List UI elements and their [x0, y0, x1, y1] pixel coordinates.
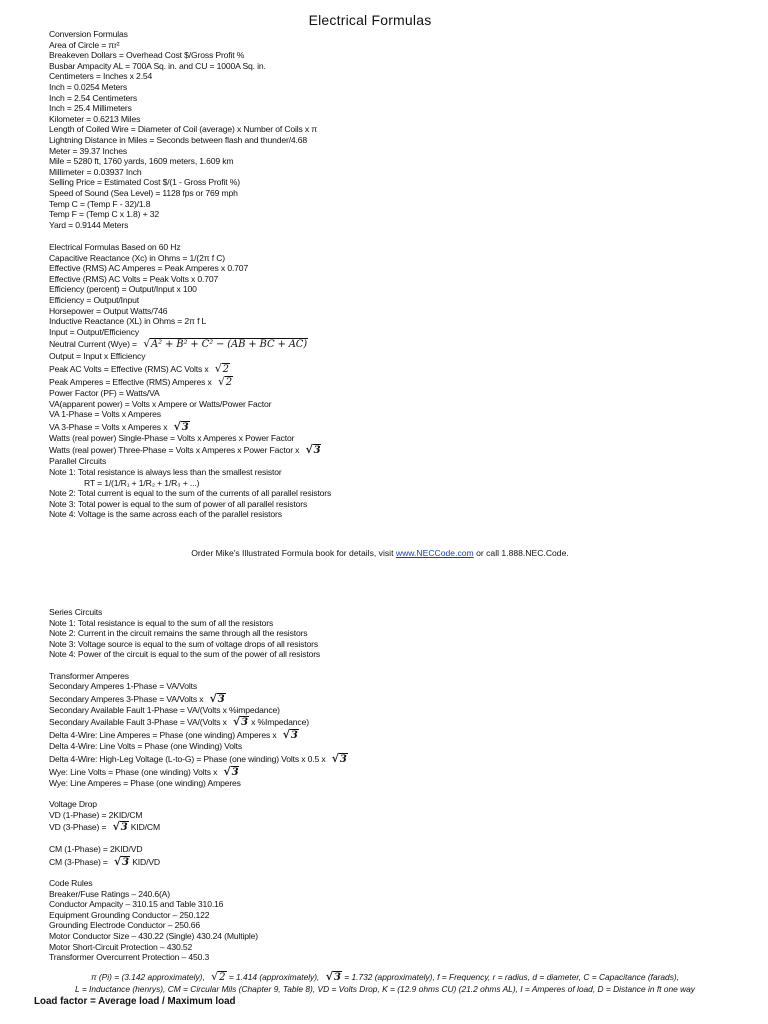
spacer	[49, 789, 348, 800]
radical-icon: √	[214, 361, 222, 375]
formula-line: Breakeven Dollars = Overhead Cost $/Gross Profit %	[49, 50, 245, 61]
cm-3phase-formula	[49, 855, 348, 868]
square-root-expression	[211, 970, 226, 983]
formula-line: Lightning Distance in Miles = Seconds between flash and thunder/4.68	[49, 134, 308, 145]
square-root-expression	[143, 337, 308, 352]
radical-icon: √	[217, 374, 225, 388]
page-title: Electrical Formulas	[308, 12, 432, 28]
radicand: A² + B² + C² − (AB + BC + AC)	[151, 339, 308, 351]
formula-line: Temp C = (Temp F - 32)/1.8	[49, 198, 151, 209]
formula-label: Delta 4-Wire: Line Amperes = Phase (one winding) Amperes x	[49, 730, 277, 741]
formula-line: VA(apparent power) = Volts x Ampere or Watts/Power Factor	[49, 398, 272, 409]
formula-label: Wye: Line Volts = Phase (one winding) Volts x	[49, 766, 218, 777]
formula-line: Temp F = (Temp C x 1.8) + 32	[49, 209, 159, 220]
formula-line: Millimeter = 0.03937 Inch	[49, 166, 142, 177]
radicand: 3	[290, 730, 298, 742]
square-root-expression	[326, 970, 342, 983]
note-line: Note 4: Power of the circuit is equal to the sum of the power of all resistors	[49, 649, 321, 660]
radical-icon: √	[223, 764, 231, 778]
formula-line: Power Factor (PF) = Watts/VA	[49, 387, 160, 398]
square-root-expression	[224, 765, 240, 779]
formula-label: Neutral Current (Wye) =	[49, 339, 137, 350]
note-line: Note 4: Voltage is the same across each of the parallel resistors	[49, 509, 282, 520]
formula-line: Delta 4-Wire: Line Volts = Phase (one Winding) Volts	[49, 741, 243, 752]
conversion-formulas-section	[49, 29, 317, 230]
radicand: 3	[333, 972, 341, 983]
radicand: 2	[225, 376, 233, 388]
section-heading: Electrical Formulas Based on 60 Hz	[49, 242, 181, 252]
radicand: 3	[231, 766, 239, 778]
formula-line: Effective (RMS) AC Amperes = Peak Amperes x 0.707	[49, 263, 249, 274]
formula-line: Speed of Sound (Sea Level) = 1128 fps or 769 mph	[49, 187, 238, 198]
formula-line: Inductive Reactance (XL) in Ohms = 2π f L	[49, 316, 207, 327]
radicand: 3	[120, 822, 128, 834]
code-rule-line: Conductor Ampacity – 310.15 and Table 310.16	[49, 899, 224, 910]
formula-line: Input = Output/Efficiency	[49, 326, 139, 337]
formula-label: x %Impedance)	[251, 717, 309, 728]
spacer	[49, 833, 348, 844]
code-rule-line: Motor Short-Circuit Protection – 430.52	[49, 941, 193, 952]
formula-label: Secondary Amperes 3-Phase = VA/Volts x	[49, 693, 204, 704]
formula-line: Output = Input x Efficiency	[49, 351, 146, 362]
radical-icon: √	[209, 691, 217, 705]
formula-line: Selling Price = Estimated Cost $/(1 - Gross Profit %)	[49, 177, 240, 188]
code-rule-line: Grounding Electrode Conductor – 250.66	[49, 920, 201, 931]
radicand: 3	[122, 856, 129, 868]
radical-icon: √	[331, 751, 339, 765]
fault-3phase-formula	[49, 715, 348, 728]
radical-icon: √	[173, 419, 181, 433]
footnote-text: π (Pi) = (3.142 approximately),	[90, 972, 205, 982]
order-text: Order Mike's Illustrated Formula book for details, visit	[191, 548, 396, 558]
spacer	[49, 868, 348, 879]
formula-label: VD (3-Phase) =	[49, 822, 107, 833]
formula-line: Mile = 5280 ft, 1760 yards, 1609 meters, 1.609 km	[49, 156, 234, 167]
code-rule-line: Breaker/Fuse Ratings – 240.6(A)	[49, 888, 170, 899]
formula-line: Inch = 2.54 Centimeters	[49, 92, 138, 103]
formula-line: Area of Circle = πr²	[49, 39, 120, 50]
formula-line: Secondary Amperes 1-Phase = VA/Volts	[49, 681, 198, 692]
va3-formula	[49, 420, 331, 433]
radicand: 3	[339, 753, 347, 765]
square-root-expression	[283, 728, 299, 742]
formula-line: Centimeters = Inches x 2.54	[49, 71, 153, 82]
order-book-line	[0, 548, 760, 558]
formula-line: Inch = 25.4 Millimeters	[49, 103, 132, 114]
formula-line: Efficiency (percent) = Output/Input x 100	[49, 284, 197, 295]
watts3-formula	[49, 443, 331, 456]
peak-volts-formula	[49, 362, 331, 375]
formula-line: Secondary Available Fault 1-Phase = VA/(Volts x %impedance)	[49, 704, 280, 715]
note-line: Note 1: Total resistance is always less than the smallest resistor	[49, 466, 282, 477]
peak-amps-formula	[49, 375, 331, 388]
formula-line: Inch = 0.0254 Meters	[49, 81, 127, 92]
square-root-expression	[233, 715, 249, 729]
radical-icon: √	[143, 337, 151, 351]
radicand: 2	[219, 972, 226, 983]
section-heading: Voltage Drop	[49, 799, 97, 810]
radicand: 3	[181, 421, 189, 433]
square-root-expression	[174, 420, 190, 434]
delta-line-amps-formula	[49, 728, 348, 741]
note-line: Note 2: Total current is equal to the sum of the currents of all parallel resistors	[49, 488, 332, 499]
formula-line: Meter = 39.37 Inches	[49, 145, 127, 156]
formula-line: Kilometer = 0.6213 Miles	[49, 113, 141, 124]
radical-icon: √	[233, 715, 241, 729]
formula-line: Efficiency = Output/Input	[49, 294, 139, 305]
footnote-text: = 1.414 (approximately),	[228, 972, 320, 982]
radicand: 3	[217, 693, 225, 705]
formula-label: Delta 4-Wire: High-Leg Voltage (L-to-G) = Phase (one winding) Volts x 0.5 x	[49, 753, 326, 764]
spacer	[49, 660, 348, 671]
formula-label: Secondary Available Fault 3-Phase = VA/(Volts x	[49, 717, 227, 728]
formula-label: Peak Amperes = Effective (RMS) Amperes x	[49, 376, 212, 387]
footnote-text: = 1.732 (approximately), f = Frequency, r = radius, d = diameter, C = Capacitance (farads),	[344, 972, 680, 982]
formula-label: KID/VD	[132, 856, 160, 867]
formula-line: VD (1-Phase) = 2KID/CM	[49, 809, 143, 820]
radicand: 2	[222, 363, 229, 375]
note-line: Note 1: Total resistance is equal to the sum of all the resistors	[49, 617, 274, 628]
formula-line: Effective (RMS) AC Volts = Peak Volts x 0.707	[49, 273, 219, 284]
formula-line: VA 1-Phase = Volts x Amperes	[49, 409, 161, 420]
code-rule-line: Transformer Overcurrent Protection – 450.3	[49, 952, 210, 963]
formula-line: Capacitive Reactance (Xc) in Ohms = 1/(2π f C)	[49, 252, 225, 263]
formula-label: CM (3-Phase) =	[49, 856, 108, 867]
formula-line: Length of Coiled Wire = Diameter of Coil (average) x Number of Coils x π	[49, 124, 318, 135]
square-root-expression	[218, 375, 233, 389]
formula-line: Busbar Ampacity AL = 700A Sq. in. and CU = 1000A Sq. in.	[49, 60, 266, 71]
formula-label: Watts (real power) Three-Phase = Volts x Amperes x Power Factor x	[49, 445, 300, 456]
radical-icon: √	[305, 443, 313, 457]
radical-icon: √	[282, 728, 290, 742]
section-heading: Series Circuits	[49, 607, 103, 617]
note-line: Note 3: Voltage source is equal to the sum of voltage drops of all resistors	[49, 638, 319, 649]
radicand: 3	[313, 445, 321, 457]
load-factor-line: Load factor = Average load / Maximum load	[34, 996, 236, 1007]
radical-icon: √	[211, 970, 219, 983]
square-root-expression	[114, 855, 130, 869]
note-line: Note 2: Current in the circuit remains the same through all the resistors	[49, 628, 308, 639]
formula-label: Peak AC Volts = Effective (RMS) AC Volts x	[49, 363, 209, 374]
formula-line: RT = 1/(1/R₁ + 1/R₂ + 1/R₃ + ...)	[84, 477, 200, 488]
note-line: Note 3: Total power is equal to the sum of power of all parallel resistors	[49, 498, 308, 509]
order-text: or call 1.888.NEC.Code.	[473, 548, 569, 558]
footnote-line-1	[10, 970, 760, 983]
formula-label: VA 3-Phase = Volts x Amperes x	[49, 421, 168, 432]
formula-line: Watts (real power) Single-Phase = Volts x Amperes x Power Factor	[49, 432, 295, 443]
radicand: 3	[241, 717, 248, 729]
footnote-line-2: L = Inductance (henrys), CM = Circular Mils (Chapter 9, Table 8), VD = Volts Drop, K = (12.9 ohms CU) (21.2 ohms AL), I = Amperes of load, D = Distance in ft one way	[74, 984, 695, 994]
square-root-expression	[306, 443, 322, 457]
radical-icon: √	[114, 854, 122, 868]
electrical-formulas-section	[49, 242, 331, 520]
radical-icon: √	[112, 820, 120, 834]
neutral-current-formula	[49, 337, 331, 351]
formula-line: CM (1-Phase) = 2KID/VD	[49, 843, 143, 854]
square-root-expression	[113, 820, 129, 834]
formula-line: Horsepower = Output Watts/746	[49, 305, 168, 316]
formula-line: Wye: Line Amperes = Phase (one winding) Amperes	[49, 777, 241, 788]
formula-label: KID/CM	[130, 822, 160, 833]
neccode-link[interactable]: www.NECCode.com	[395, 548, 474, 558]
formula-line: Yard = 0.9144 Meters	[49, 219, 129, 230]
section-heading: Parallel Circuits	[49, 456, 107, 467]
vd-3phase-formula	[49, 820, 348, 833]
radical-icon: √	[325, 970, 333, 983]
code-rule-line: Motor Conductor Size – 430.22 (Single) 430.24 (Multiple)	[49, 931, 258, 942]
section-heading: Code Rules	[49, 878, 93, 889]
section-heading: Conversion Formulas	[49, 29, 128, 39]
square-root-expression	[215, 362, 230, 376]
section-heading: Transformer Amperes	[49, 670, 129, 681]
secondary-amps-3phase-formula	[49, 692, 348, 705]
delta-highleg-formula	[49, 752, 348, 765]
wye-line-volts-formula	[49, 765, 348, 778]
series-circuits-section	[49, 607, 348, 963]
square-root-expression	[332, 752, 348, 766]
code-rule-line: Equipment Grounding Conductor – 250.122	[49, 909, 210, 920]
square-root-expression	[210, 692, 226, 706]
